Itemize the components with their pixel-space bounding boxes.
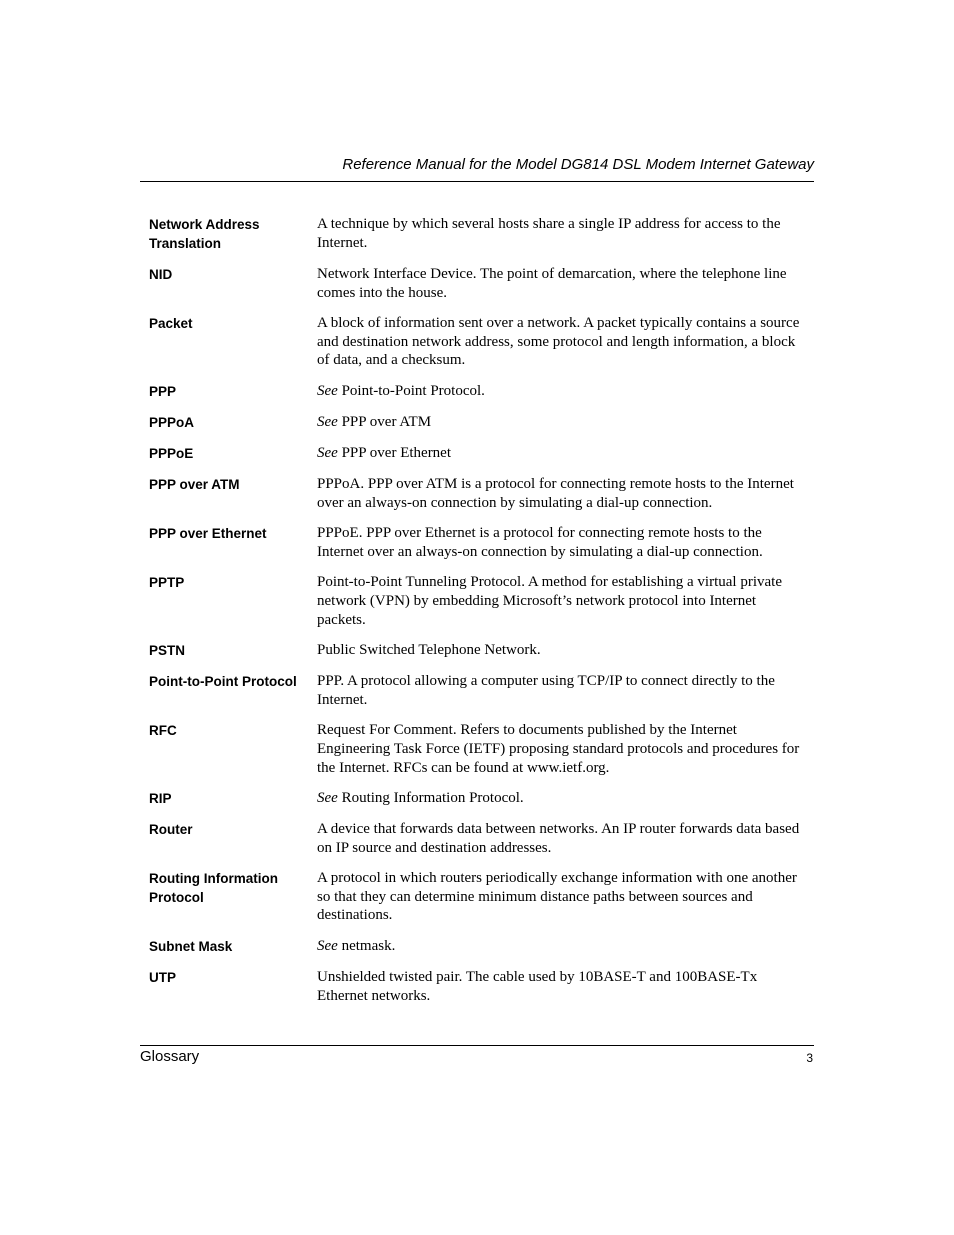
see-reference-label: See <box>317 382 338 399</box>
glossary-entry <box>149 641 814 660</box>
glossary-entry <box>149 573 814 629</box>
glossary-definition <box>317 721 802 777</box>
definition-text: netmask. <box>337 938 396 955</box>
glossary-entry <box>149 789 814 808</box>
glossary-definition <box>317 524 802 561</box>
glossary-entry <box>149 937 814 956</box>
glossary-definition <box>317 573 802 629</box>
definition-text: PPP over Ethernet <box>337 444 452 461</box>
glossary-entry <box>149 413 814 432</box>
glossary-term: Routing Information Protocol <box>149 871 278 906</box>
glossary-term: NID <box>149 267 173 282</box>
see-reference-label: See <box>317 790 338 807</box>
glossary-term: RFC <box>149 723 177 739</box>
definition-text: Point-to-Point Protocol. <box>337 382 485 399</box>
see-reference-label: See <box>317 413 338 430</box>
glossary-term: Point-to-Point Protocol <box>149 674 297 690</box>
see-reference-label: See <box>317 938 338 955</box>
definition-text: PPP over ATM <box>337 413 432 430</box>
definition-text: Point-to-Point Tunneling Protocol. A method for establishing a virtual private network (VPN) by embedding Microsoft’s network protocol into Internet packets. <box>317 574 786 628</box>
definition-text: A device that forwards data between networks. An IP router forwards data based on IP source and destination addresses. <box>317 821 803 856</box>
definition-text: A technique by which several hosts share a single IP address for access to the Internet. <box>317 216 785 251</box>
glossary-definition <box>317 820 802 857</box>
glossary-entry <box>149 475 814 512</box>
glossary-term: RIP <box>149 791 172 807</box>
definition-text: A block of information sent over a network. A packet typically contains a source and destination network address, some protocol and length information, a block of data, and a checksum. <box>317 315 804 369</box>
definition-text: PPPoE. PPP over Ethernet is a protocol for connecting remote hosts to the Internet over an always-on connection by simulating a dial-up connection. <box>317 525 766 560</box>
glossary-definition <box>317 444 802 463</box>
glossary-entry <box>149 444 814 463</box>
glossary-definition <box>317 382 802 401</box>
footer-section-name: Glossary <box>140 1048 200 1065</box>
definition-text: Unshielded twisted pair. The cable used by 10BASE-T and 100BASE-Tx Ethernet networks. <box>317 969 761 1004</box>
glossary-definition <box>317 314 802 370</box>
definition-text: PPP. A protocol allowing a computer using TCP/IP to connect directly to the Internet. <box>317 673 779 708</box>
glossary-definition <box>317 265 802 302</box>
glossary-definition <box>317 641 802 660</box>
definition-text: Public Switched Telephone Network. <box>317 642 541 659</box>
glossary-entry <box>149 869 814 925</box>
glossary-definition <box>317 869 802 925</box>
page-number: 3 <box>806 1051 813 1065</box>
glossary-list <box>149 215 814 1017</box>
glossary-entry <box>149 968 814 1005</box>
glossary-term: Packet <box>149 316 193 332</box>
glossary-definition <box>317 937 802 956</box>
glossary-term: PPP <box>149 383 177 399</box>
glossary-term: PPTP <box>149 575 185 591</box>
definition-text: Request For Comment. Refers to documents published by the Internet Engineering Task Force (IETF) proposing standard protocols and procedures for the Internet. RFCs can be found at www.ietf.org. <box>317 722 804 776</box>
glossary-definition <box>317 789 802 808</box>
glossary-definition <box>317 413 802 432</box>
glossary-entry <box>149 382 814 401</box>
page-header-title: Reference Manual for the Model DG814 DSL Modem Internet Gateway <box>342 156 814 173</box>
glossary-term: PPP over Ethernet <box>149 526 267 542</box>
glossary-entry <box>149 672 814 709</box>
glossary-definition <box>317 672 802 709</box>
glossary-definition <box>317 968 802 1005</box>
glossary-definition <box>317 215 802 252</box>
glossary-entry <box>149 524 814 561</box>
glossary-entry <box>149 820 814 857</box>
glossary-term: PPPoE <box>149 445 194 461</box>
glossary-entry <box>149 721 814 777</box>
definition-text: PPPoA. PPP over ATM is a protocol for connecting remote hosts to the Internet over an always-on connection by simulating a dial-up connection. <box>317 475 798 511</box>
glossary-term: Network Address Translation <box>149 217 260 251</box>
definition-text: A protocol in which routers periodically exchange information with one another so that they can determine minimum distance paths between sources and destinations. <box>317 870 801 924</box>
glossary-entry <box>149 265 814 302</box>
glossary-entry <box>149 314 814 370</box>
see-reference-label: See <box>317 444 338 461</box>
glossary-definition <box>317 475 802 512</box>
glossary-term: PPPoA <box>149 414 195 430</box>
glossary-entry <box>149 215 814 253</box>
header-divider <box>140 181 814 182</box>
glossary-term: PPP over ATM <box>149 476 240 492</box>
definition-text: Network Interface Device. The point of demarcation, where the telephone line comes into the house. <box>317 266 791 301</box>
glossary-term: Router <box>149 822 193 838</box>
glossary-term: Subnet Mask <box>149 939 233 955</box>
glossary-term: UTP <box>149 970 176 986</box>
footer-divider <box>140 1045 814 1046</box>
glossary-term: PSTN <box>149 643 186 659</box>
definition-text: Routing Information Protocol. <box>337 790 524 807</box>
